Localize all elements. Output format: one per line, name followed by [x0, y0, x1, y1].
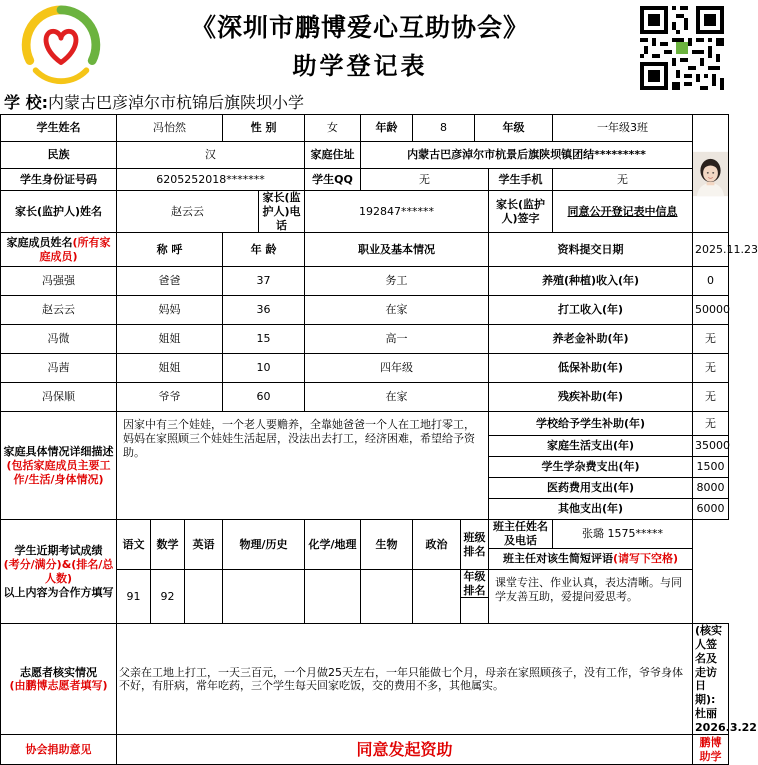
- teacher-comment-text: 课堂专注、作业认真，表达清晰。与同学友善互助，爱提问爱思考。: [489, 569, 693, 624]
- exam-label: 学生近期考试成绩: [14, 544, 103, 558]
- family-member-relation: 姐姐: [117, 325, 223, 354]
- family-member-name: 冯保顺: [1, 383, 117, 412]
- living-expense-label: 家庭生活支出(年): [489, 436, 693, 457]
- farm-income-value: 0: [693, 267, 729, 296]
- school-name: 内蒙古巴彦淖尔市杭锦后旗陕坝小学: [47, 93, 304, 112]
- other-expense-value: 6000: [693, 499, 729, 520]
- low-income-value: 无: [693, 354, 729, 383]
- exam-note-2: 以上内容为合作方填写: [3, 585, 114, 599]
- teacher-comment-header: [489, 548, 693, 569]
- family-member-relation: 爸爸: [117, 267, 223, 296]
- grade-rank-label: 年级排名: [461, 569, 489, 598]
- family-member-name: 冯强强: [1, 267, 117, 296]
- student-photo: [693, 117, 728, 231]
- subject-header: 数学: [151, 520, 185, 570]
- family-name-header-note: (所有家庭成员): [39, 236, 111, 263]
- family-member-name: 冯微: [1, 325, 117, 354]
- family-member-job: 高一: [305, 325, 489, 354]
- living-expense-value: 35000: [693, 436, 729, 457]
- volunteer-signer: 杜丽: [695, 706, 718, 720]
- pension-value: 无: [693, 325, 729, 354]
- family-member-name: 冯茜: [1, 354, 117, 383]
- guardian-name-value: 赵云云: [117, 191, 259, 233]
- student-qq-value: 无: [361, 169, 489, 191]
- guardian-phone-value: 192847******: [305, 191, 489, 233]
- stamp-text: 鹏博助学: [693, 735, 729, 765]
- student-id-value: 6205252018*******: [117, 169, 305, 191]
- ethnicity-label: 民族: [1, 142, 117, 169]
- farm-income-label: 养殖(种植)收入(年): [489, 267, 693, 296]
- family-member-relation: 爷爷: [117, 383, 223, 412]
- family-member-relation: 姐姐: [117, 354, 223, 383]
- family-member-age: 15: [223, 325, 305, 354]
- subject-score: 91: [117, 569, 151, 624]
- subject-score: [413, 569, 461, 624]
- form-header: [0, 0, 728, 92]
- medical-value: 8000: [693, 478, 729, 499]
- address-value: 内蒙古巴彦淖尔市杭景后旗陕坝镇团结*********: [361, 142, 693, 169]
- situation-label: 家庭具体情况详细描述: [3, 445, 114, 459]
- family-member-age: 10: [223, 354, 305, 383]
- tuition-value: 1500: [693, 457, 729, 478]
- family-member-job: 务工: [305, 267, 489, 296]
- exam-note: (考分/满分)&(排名/总人数): [3, 558, 114, 585]
- form-title: 助学登记表: [292, 51, 428, 80]
- subject-score: [361, 569, 413, 624]
- gender-value: 女: [305, 115, 361, 142]
- heart-logo-icon: [22, 6, 100, 84]
- pension-label: 养老金补助(年): [489, 325, 693, 354]
- situation-note: (包括家庭成员主要工作/生活/身体情况): [6, 458, 111, 486]
- situation-label-cell: [1, 412, 117, 520]
- class-rank-label: 班级排名: [461, 520, 489, 570]
- volunteer-text: 父亲在工地上打工，一天三百元，一个月做25天左右，一年只能做七个月，母亲在家照顾孩子，没有工作，爷爷身体不好，有肝病，常年吃药，三个学生每天回家吃饭，交的费用不多，其他属实。: [117, 624, 693, 735]
- opinion-label: 协会捐助意见: [1, 735, 117, 765]
- guardian-sign-label: 家长(监护人)签字: [489, 191, 553, 233]
- student-name-label: 学生姓名: [1, 115, 117, 142]
- school-subsidy-label: 学校给予学生补助(年): [489, 412, 693, 436]
- qr-code-icon: [640, 6, 724, 90]
- student-phone-label: 学生手机: [489, 169, 553, 191]
- student-qq-label: 学生QQ: [305, 169, 361, 191]
- family-member-age: 36: [223, 296, 305, 325]
- association-title: 《深圳市鹏博爱心互助协会》: [190, 13, 529, 42]
- submit-date-value: 2025.11.23: [693, 233, 729, 267]
- subject-score: 92: [151, 569, 185, 624]
- gender-label: 性 别: [223, 115, 305, 142]
- subject-header: 物理/历史: [223, 520, 305, 570]
- submit-date-label: 资料提交日期: [489, 233, 693, 267]
- student-name-value: 冯怡然: [117, 115, 223, 142]
- registration-table: [0, 114, 758, 765]
- subject-header: 语文: [117, 520, 151, 570]
- low-income-label: 低保补助(年): [489, 354, 693, 383]
- grade-value: 一年级3班: [553, 115, 693, 142]
- family-relation-header: 称 呼: [117, 233, 223, 267]
- subject-score: [223, 569, 305, 624]
- work-income-value: 50000: [693, 296, 729, 325]
- subject-header: 化学/地理: [305, 520, 361, 570]
- volunteer-label-cell: [1, 624, 117, 735]
- family-name-header-label: 家庭成员姓名: [6, 236, 73, 249]
- teacher-label: 班主任姓名及电话: [489, 520, 553, 549]
- family-age-header: 年 龄: [223, 233, 305, 267]
- subject-score: [185, 569, 223, 624]
- teacher-value: 张璐 1575*****: [553, 520, 693, 549]
- guardian-name-label: 家长(监护人)姓名: [1, 191, 117, 233]
- teacher-comment-note: (请写下空格): [613, 551, 679, 565]
- family-member-age: 37: [223, 267, 305, 296]
- family-member-job: 四年级: [305, 354, 489, 383]
- situation-text: 因家中有三个娃娃，一个老人要赡养，全靠她爸爸一个人在工地打零工，妈妈在家照顾三个娃娃生活起居，没法出去打工，经济困难，希望给予资助。: [117, 412, 489, 520]
- volunteer-sign-cell: [693, 624, 757, 735]
- exam-label-cell: [1, 520, 117, 624]
- volunteer-note: (由鹏博志愿者填写): [9, 679, 108, 693]
- student-phone-value: 无: [553, 169, 693, 191]
- disability-label: 残疾补助(年): [489, 383, 693, 412]
- other-expense-label: 其他支出(年): [489, 499, 693, 520]
- volunteer-label: 志愿者核实情况: [20, 665, 97, 679]
- work-income-label: 打工收入(年): [489, 296, 693, 325]
- guardian-phone-label: 家长(监护人)电话: [259, 191, 305, 233]
- tuition-label: 学生学杂费支出(年): [489, 457, 693, 478]
- school-line: [4, 90, 304, 113]
- family-name-header: [1, 233, 117, 267]
- medical-label: 医药费用支出(年): [489, 478, 693, 499]
- opinion-value: 同意发起资助: [117, 735, 693, 765]
- family-member-age: 60: [223, 383, 305, 412]
- subject-score: [305, 569, 361, 624]
- subject-header: 英语: [185, 520, 223, 570]
- student-photo-cell: [693, 115, 729, 233]
- age-label: 年龄: [361, 115, 413, 142]
- school-label: 学 校:: [4, 93, 48, 112]
- volunteer-sign-label: (核实人签名及走访日期):: [695, 624, 723, 706]
- guardian-sign-value: 同意公开登记表中信息: [553, 191, 693, 233]
- student-id-label: 学生身份证号码: [1, 169, 117, 191]
- grade-rank-value: [461, 598, 489, 624]
- family-member-relation: 妈妈: [117, 296, 223, 325]
- subject-header: 政治: [413, 520, 461, 570]
- ethnicity-value: 汉: [117, 142, 305, 169]
- address-label: 家庭住址: [305, 142, 361, 169]
- volunteer-date: 2026.3.22: [695, 720, 757, 734]
- age-value: 8: [413, 115, 475, 142]
- family-member-job: 在家: [305, 296, 489, 325]
- disability-value: 无: [693, 383, 729, 412]
- teacher-comment-label: 班主任对该生简短评语: [503, 551, 613, 565]
- family-job-header: 职业及基本情况: [305, 233, 489, 267]
- family-member-job: 在家: [305, 383, 489, 412]
- grade-label: 年级: [475, 115, 553, 142]
- school-subsidy-value: 无: [693, 412, 729, 436]
- subject-header: 生物: [361, 520, 413, 570]
- family-member-name: 赵云云: [1, 296, 117, 325]
